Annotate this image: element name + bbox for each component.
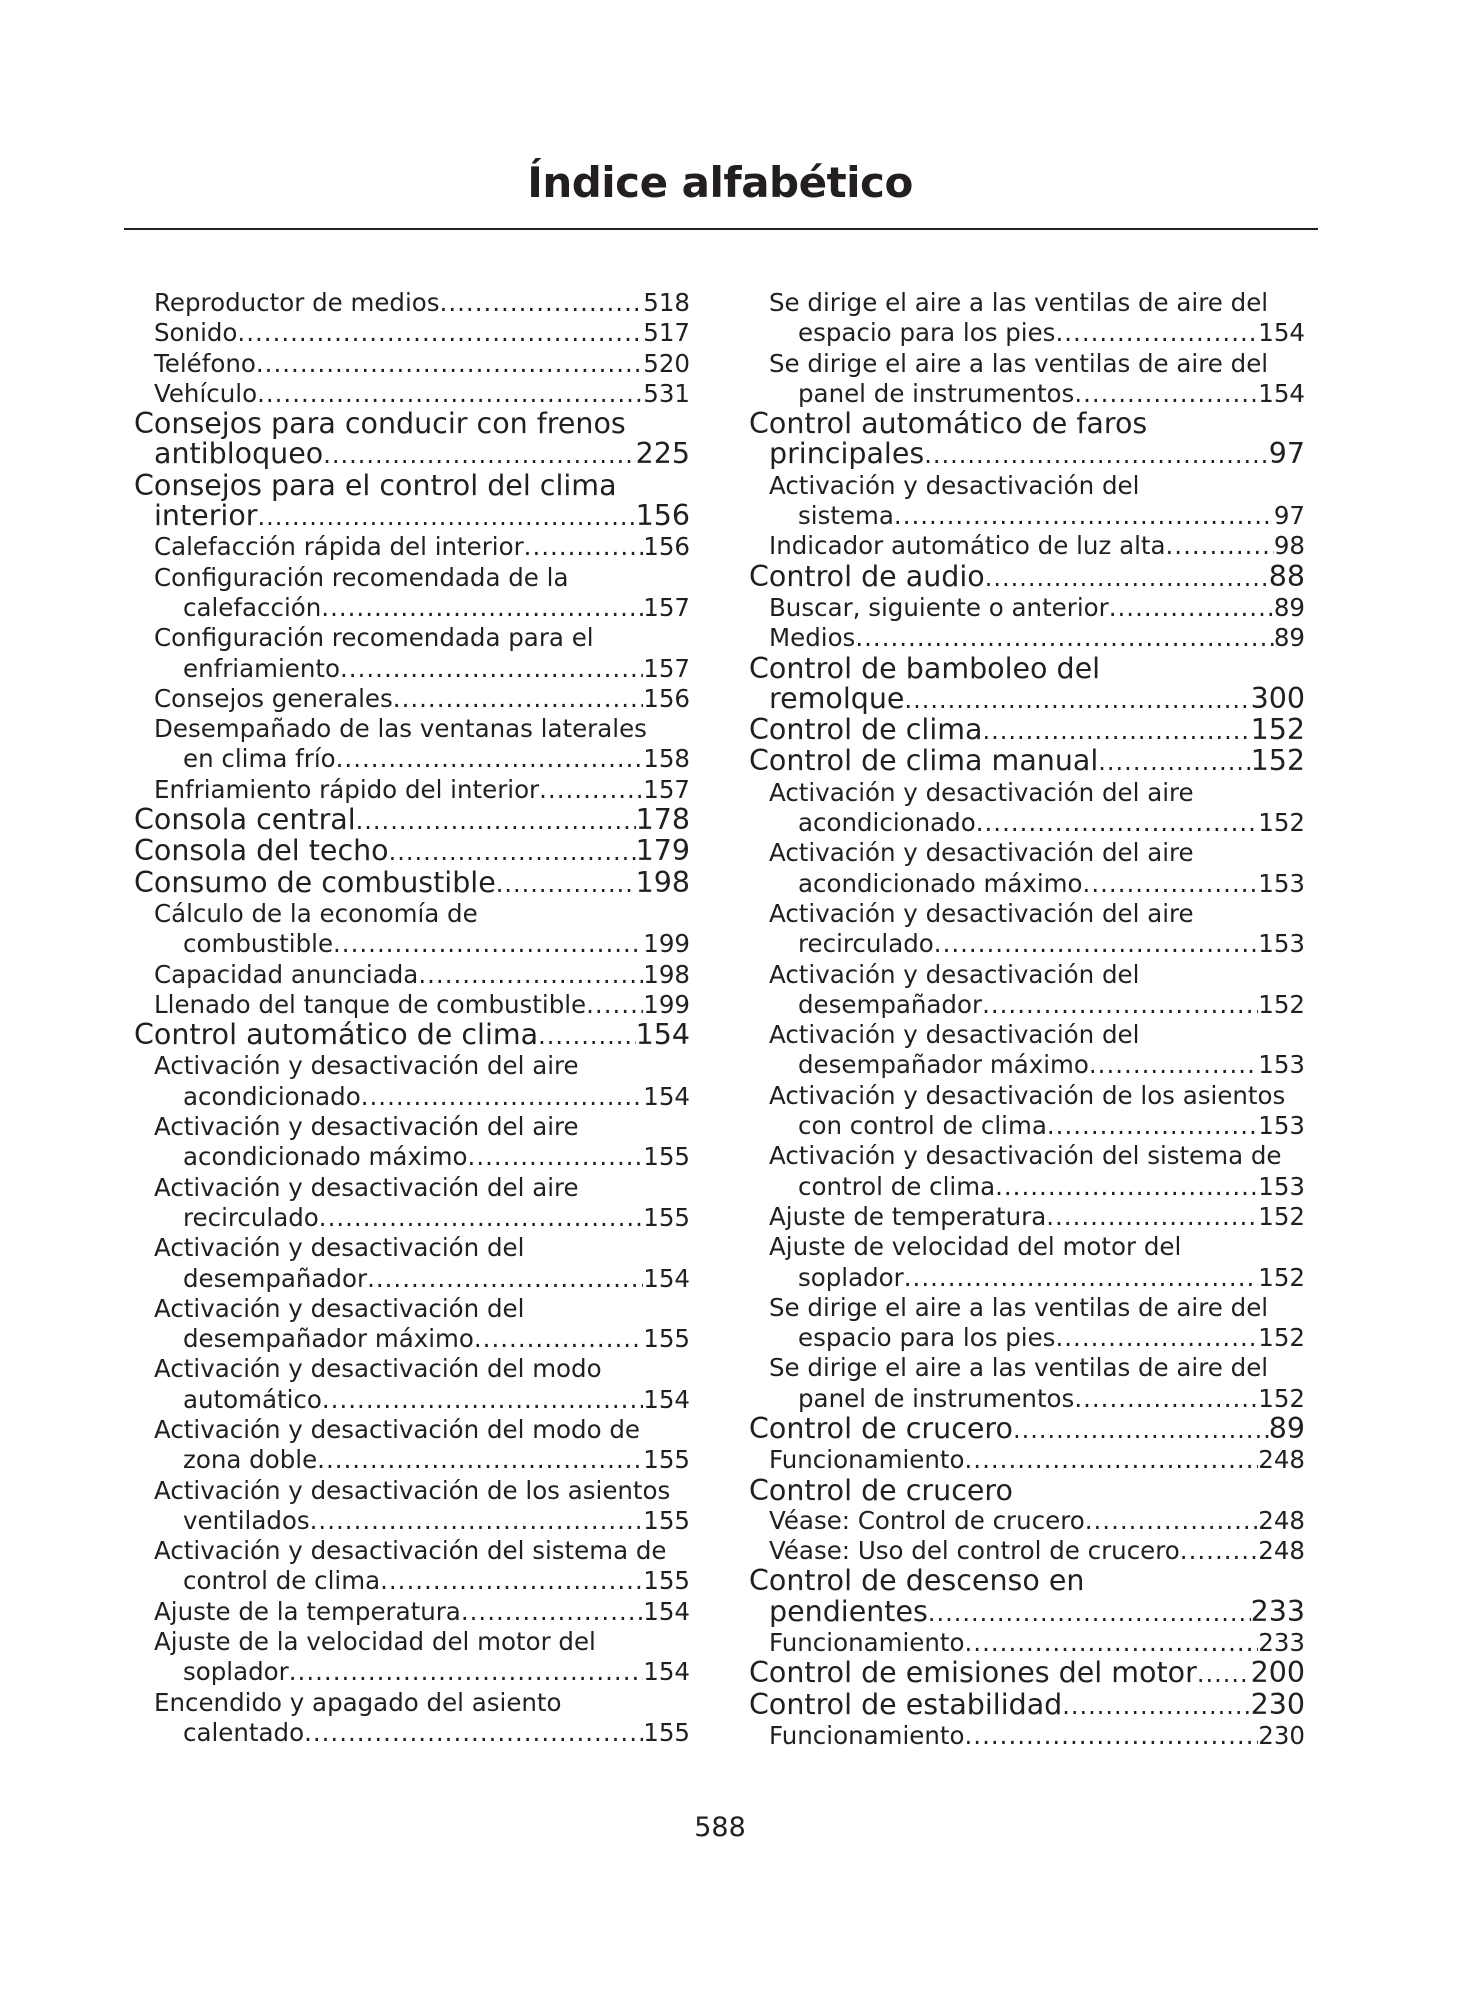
entry-text: Activación y desactivación del [769, 1020, 1140, 1050]
page-ref: 230 [1250, 1687, 1305, 1721]
dot-leader [468, 1142, 644, 1172]
entry-text: Activación y desactivación del [154, 1233, 525, 1263]
index-subentry [134, 1173, 690, 1234]
index-subentry [749, 623, 1305, 653]
entry-text: Activación y desactivación del aire [769, 838, 1194, 868]
entry-text: acondicionado [183, 1081, 361, 1111]
entry-text: Control de descenso en [749, 1564, 1085, 1598]
entry-text: Activación y desactivación del modo [154, 1354, 602, 1384]
index-entry [134, 865, 690, 899]
index-subentry [134, 1627, 690, 1688]
index-subentry [134, 349, 690, 379]
dot-leader [256, 349, 643, 379]
entry-text: Cálculo de la economía de [154, 898, 478, 928]
entry-text: Consola central [134, 803, 356, 837]
index-column-right [749, 288, 1305, 1751]
dot-leader [1197, 1658, 1251, 1689]
entry-text: Control de audio [749, 559, 985, 593]
dot-leader [418, 960, 643, 990]
index-subentry [134, 288, 690, 318]
dot-leader [393, 684, 643, 714]
index-entry [134, 468, 690, 533]
entry-text: soplador [183, 1657, 289, 1687]
entry-text: desempañador [183, 1263, 368, 1293]
index-subentry [134, 775, 690, 805]
entry-text: Sonido [154, 318, 238, 348]
index-subentry [749, 1353, 1305, 1414]
index-subentry [134, 318, 690, 348]
entry-text: control de clima [183, 1566, 381, 1596]
entry-text: Activación y desactivación del aire [769, 898, 1194, 928]
index-entry [749, 651, 1305, 716]
page-ref: 154 [643, 1081, 690, 1111]
entry-text: Control de clima manual [749, 744, 1099, 778]
dot-leader [1046, 1202, 1258, 1232]
entry-text: recirculado [183, 1202, 319, 1232]
entry-text: interior [154, 499, 258, 533]
entry-text: Consola del techo [134, 834, 389, 868]
entry-text: Ajuste de la velocidad del motor del [154, 1627, 596, 1657]
entry-text: Funcionamiento [769, 1628, 965, 1658]
page-ref: 233 [1250, 1594, 1305, 1628]
page-ref: 248 [1258, 1505, 1305, 1535]
dot-leader [356, 805, 636, 836]
page-ref: 157 [643, 653, 690, 683]
page-ref: 155 [643, 1142, 690, 1172]
dot-leader [304, 1718, 643, 1748]
entry-text: Control de bamboleo del [749, 651, 1101, 685]
dot-leader [1166, 531, 1274, 561]
dot-leader [928, 1597, 1251, 1628]
dot-leader [976, 808, 1259, 838]
dot-leader [995, 1172, 1258, 1202]
entry-text: Encendido y apagado del asiento [154, 1687, 562, 1717]
page-ref: 97 [1268, 437, 1305, 471]
dot-leader [317, 1445, 643, 1475]
entry-text: automático [183, 1384, 322, 1414]
dot-leader [965, 1721, 1259, 1751]
dot-leader [855, 623, 1273, 653]
dot-leader [983, 715, 1251, 746]
index-subentry [134, 990, 690, 1020]
index-subentry [134, 714, 690, 775]
index-subentry [749, 531, 1305, 561]
entry-text: Control de emisiones del motor [749, 1656, 1197, 1690]
entry-text: calentado [183, 1717, 305, 1747]
entry-text: Activación y desactivación del aire [154, 1172, 579, 1202]
index-subentry [749, 1293, 1305, 1354]
index-entry [134, 836, 690, 867]
index-subentry [749, 593, 1305, 623]
dot-leader [496, 868, 636, 899]
page-ref: 152 [1250, 713, 1305, 747]
page-ref: 155 [643, 1505, 690, 1535]
entry-text: acondicionado máximo [798, 868, 1083, 898]
entry-text: Indicador automático de luz alta [769, 531, 1166, 561]
page-ref: 178 [635, 803, 690, 837]
entry-text: Medios [769, 623, 856, 653]
dot-leader [538, 1020, 635, 1051]
page-ref: 154 [643, 1596, 690, 1626]
index-entry [134, 409, 690, 471]
entry-text: Calefacción rápida del interior [154, 532, 524, 562]
page-ref: 153 [1258, 929, 1305, 959]
dot-leader [586, 990, 643, 1020]
index-entry [749, 1566, 1305, 1628]
page-title: Índice alfabético [527, 158, 913, 207]
page-ref: 155 [643, 1717, 690, 1747]
entry-text: Capacidad anunciada [154, 959, 419, 989]
page-ref: 156 [635, 499, 690, 533]
entry-text: Se dirige el aire a las ventilas de aire del [769, 288, 1269, 317]
page-ref: 157 [643, 774, 690, 804]
entry-text: Activación y desactivación del aire [769, 777, 1194, 807]
entry-text: Control de clima [749, 713, 983, 747]
page-ref: 155 [643, 1445, 690, 1475]
dot-leader [333, 929, 643, 959]
index-subentry [749, 1536, 1305, 1566]
dot-leader [389, 836, 636, 867]
page-ref: 520 [643, 348, 690, 378]
dot-leader [934, 929, 1258, 959]
entry-text: Control de estabilidad [749, 1687, 1063, 1721]
entry-text: Ajuste de la temperatura [154, 1596, 461, 1626]
dot-leader [539, 775, 643, 805]
entry-text: Funcionamiento [769, 1445, 965, 1475]
entry-text: con control de clima [798, 1111, 1047, 1141]
index-subentry [749, 899, 1305, 960]
index-subentry [749, 1721, 1305, 1751]
index-subentry [749, 1081, 1305, 1142]
index-entry [749, 1411, 1305, 1445]
entry-text: Se dirige el aire a las ventilas de aire del [769, 348, 1269, 378]
page-ref: 152 [1250, 744, 1305, 778]
entry-text: Activación y desactivación del [769, 959, 1140, 989]
entry-text: Ajuste de velocidad del motor del [769, 1232, 1182, 1262]
entry-text: Llenado del tanque de combustible [154, 989, 587, 1019]
page-ref: 531 [643, 378, 690, 408]
index-entry [749, 1658, 1305, 1689]
index-subentry [749, 1202, 1305, 1232]
dot-leader [924, 439, 1269, 470]
entry-text: Control automático de faros [749, 407, 1148, 441]
page-ref: 155 [643, 1566, 690, 1596]
entry-text: Activación y desactivación del aire [154, 1112, 579, 1142]
entry-text: espacio para los pies [798, 318, 1056, 348]
entry-text: combustible [183, 929, 334, 959]
index-entry [749, 409, 1305, 471]
page-ref: 97 [1273, 501, 1305, 531]
dot-leader [310, 1506, 644, 1536]
index-entry [749, 1687, 1305, 1721]
page-ref: 155 [643, 1324, 690, 1354]
entry-text: principales [769, 437, 925, 471]
dot-leader [321, 593, 643, 623]
entry-text: panel de instrumentos [798, 378, 1075, 408]
index-subentry [749, 1232, 1305, 1293]
dot-leader [1055, 1323, 1258, 1353]
index-subentry [134, 563, 690, 624]
index-subentry [134, 1688, 690, 1749]
dot-leader [894, 501, 1274, 531]
dot-leader [257, 379, 643, 409]
page-ref: 154 [635, 1018, 690, 1052]
entry-text: Se dirige el aire a las ventilas de aire del [769, 1292, 1269, 1322]
page-ref: 230 [1258, 1720, 1305, 1750]
index-subentry [749, 288, 1305, 349]
page-ref: 154 [643, 1384, 690, 1414]
title-divider [124, 228, 1318, 230]
page-ref: 153 [1258, 1050, 1305, 1080]
page-ref: 248 [1258, 1536, 1305, 1566]
index-subentry [749, 349, 1305, 410]
entry-text: Consumo de combustible [134, 865, 496, 899]
page-ref: 152 [1258, 989, 1305, 1019]
index-column-left [134, 288, 690, 1748]
dot-leader [289, 1657, 643, 1687]
entry-text: desempañador máximo [183, 1324, 474, 1354]
index-entry [749, 715, 1305, 746]
index-entry [134, 1020, 690, 1051]
dot-leader [1083, 869, 1259, 899]
entry-text: desempañador [798, 989, 983, 1019]
page-ref: 152 [1258, 1262, 1305, 1292]
dot-leader [319, 1203, 643, 1233]
index-subentry [134, 1476, 690, 1537]
page-ref: 156 [643, 683, 690, 713]
index-entry [749, 1473, 1305, 1507]
page-ref: 248 [1258, 1445, 1305, 1475]
entry-text: Consejos para conducir con frenos [134, 407, 626, 441]
entry-text: Consejos para el control del clima [134, 468, 617, 502]
index-subentry [134, 960, 690, 990]
dot-leader [336, 744, 644, 774]
entry-text: espacio para los pies [798, 1323, 1056, 1353]
dot-leader [474, 1324, 643, 1354]
page-ref: 198 [635, 865, 690, 899]
index-subentry [749, 471, 1305, 532]
dot-leader [1085, 1506, 1259, 1536]
entry-text: sistema [798, 501, 894, 531]
index-subentry [134, 899, 690, 960]
page-ref: 158 [643, 744, 690, 774]
dot-leader [904, 684, 1250, 715]
index-subentry [134, 379, 690, 409]
entry-text: recirculado [798, 929, 934, 959]
entry-text: Consejos generales [154, 683, 393, 713]
entry-text: Activación y desactivación del [154, 1293, 525, 1323]
page-ref: 199 [643, 929, 690, 959]
entry-text: enfriamiento [183, 653, 340, 683]
dot-leader [1089, 1050, 1258, 1080]
page-ref: 233 [1258, 1628, 1305, 1658]
dot-leader [1074, 379, 1258, 409]
page-ref: 154 [1258, 318, 1305, 348]
dot-leader [367, 1264, 643, 1294]
entry-text: zona doble [183, 1445, 318, 1475]
index-subentry [134, 1294, 690, 1355]
dot-leader [237, 318, 643, 348]
entry-text: Control automático de clima [134, 1018, 539, 1052]
index-subentry [134, 1233, 690, 1294]
entry-text: Enfriamiento rápido del interior [154, 774, 540, 804]
index-subentry [134, 623, 690, 684]
index-subentry [749, 1628, 1305, 1658]
dot-leader [904, 1263, 1258, 1293]
entry-text: Desempañado de las ventanas laterales [154, 714, 647, 744]
index-subentry [134, 684, 690, 714]
page-ref: 300 [1250, 681, 1305, 715]
dot-leader [380, 1566, 643, 1596]
page-ref: 153 [1258, 1171, 1305, 1201]
page-ref: 179 [635, 834, 690, 868]
entry-text: Vehículo [154, 378, 258, 408]
dot-leader [1098, 746, 1250, 777]
index-subentry [749, 838, 1305, 899]
page-ref: 152 [1258, 1383, 1305, 1413]
index-subentry [749, 1445, 1305, 1475]
page-ref: 156 [643, 532, 690, 562]
entry-text: Reproductor de medios [154, 288, 440, 317]
index-entry [749, 746, 1305, 777]
dot-leader [257, 501, 635, 532]
entry-text: acondicionado [798, 808, 976, 838]
entry-text: Buscar, siguiente o anterior [769, 592, 1109, 622]
page-ref: 518 [643, 288, 690, 317]
entry-text: remolque [769, 681, 905, 715]
page-ref: 153 [1258, 1111, 1305, 1141]
entry-text: Véase: Control de crucero [769, 1505, 1085, 1535]
index-subentry [134, 1415, 690, 1476]
dot-leader [1047, 1111, 1258, 1141]
dot-leader [1180, 1536, 1258, 1566]
index-subentry [134, 1112, 690, 1173]
index-subentry [749, 778, 1305, 839]
entry-text: Activación y desactivación de los asientos [154, 1475, 671, 1505]
entry-text: Configuración recomendada para el [154, 623, 594, 653]
entry-text: en clima frío [183, 744, 336, 774]
page-ref: 98 [1273, 531, 1305, 561]
index-subentry [134, 532, 690, 562]
entry-text: desempañador máximo [798, 1050, 1089, 1080]
dot-leader [965, 1445, 1259, 1475]
page-ref: 154 [643, 1657, 690, 1687]
page-ref: 89 [1268, 1411, 1305, 1445]
entry-text: Activación y desactivación del modo de [154, 1414, 641, 1444]
dot-leader [322, 1385, 643, 1415]
entry-text: Se dirige el aire a las ventilas de aire del [769, 1353, 1269, 1383]
page-ref: 152 [1258, 1201, 1305, 1231]
index-subentry [134, 1051, 690, 1112]
entry-text: ventilados [183, 1505, 310, 1535]
page-ref: 157 [643, 592, 690, 622]
index-subentry [749, 960, 1305, 1021]
entry-text: pendientes [769, 1594, 928, 1628]
entry-text: control de clima [798, 1171, 996, 1201]
index-subentry [749, 1141, 1305, 1202]
entry-text: Ajuste de temperatura [769, 1201, 1047, 1231]
dot-leader [1013, 1414, 1269, 1445]
entry-text: Activación y desactivación del sistema de [769, 1141, 1282, 1171]
page-ref: 152 [1258, 808, 1305, 838]
index-subentry [134, 1354, 690, 1415]
dot-leader [440, 288, 644, 318]
page-ref: 225 [635, 437, 690, 471]
dot-leader [461, 1597, 643, 1627]
index-subentry [749, 1020, 1305, 1081]
dot-leader [1062, 1690, 1250, 1721]
dot-leader [524, 532, 644, 562]
dot-leader [323, 439, 635, 470]
page-ref: 89 [1273, 623, 1305, 653]
page-ref: 517 [643, 318, 690, 348]
page-ref: 154 [643, 1263, 690, 1293]
entry-text: panel de instrumentos [798, 1383, 1075, 1413]
page-ref: 199 [643, 989, 690, 1019]
index-subentry [749, 1506, 1305, 1536]
entry-text: antibloqueo [154, 437, 324, 471]
page-ref: 198 [643, 959, 690, 989]
page-ref: 200 [1250, 1656, 1305, 1690]
dot-leader [340, 654, 643, 684]
page-ref: 155 [643, 1202, 690, 1232]
entry-text: soplador [798, 1262, 904, 1292]
page-number: 588 [694, 1812, 746, 1843]
dot-leader [1055, 318, 1258, 348]
dot-leader [965, 1628, 1259, 1658]
entry-text: acondicionado máximo [183, 1142, 468, 1172]
entry-text: Véase: Uso del control de crucero [769, 1536, 1180, 1566]
entry-text: Funcionamiento [769, 1720, 965, 1750]
page-ref: 88 [1268, 559, 1305, 593]
entry-text: Activación y desactivación de los asientos [769, 1080, 1286, 1110]
page-ref: 152 [1258, 1323, 1305, 1353]
page-ref: 153 [1258, 868, 1305, 898]
dot-leader [1109, 593, 1274, 623]
dot-leader [982, 990, 1258, 1020]
index-subentry [134, 1536, 690, 1597]
entry-text: Activación y desactivación del sistema de [154, 1536, 667, 1566]
entry-text: Configuración recomendada de la [154, 562, 569, 592]
index-subentry [134, 1597, 690, 1627]
page-ref: 89 [1273, 592, 1305, 622]
entry-text: Teléfono [154, 348, 256, 378]
entry-text: Activación y desactivación del aire [154, 1051, 579, 1081]
index-entry [134, 805, 690, 836]
index-entry [749, 559, 1305, 593]
entry-text: calefacción [183, 592, 322, 622]
entry-text: Control de crucero [749, 1473, 1013, 1507]
dot-leader [1074, 1384, 1258, 1414]
entry-text: Activación y desactivación del [769, 470, 1140, 500]
dot-leader [985, 562, 1269, 593]
page-ref: 154 [1258, 378, 1305, 408]
entry-text: Control de crucero [749, 1411, 1013, 1445]
dot-leader [361, 1082, 644, 1112]
